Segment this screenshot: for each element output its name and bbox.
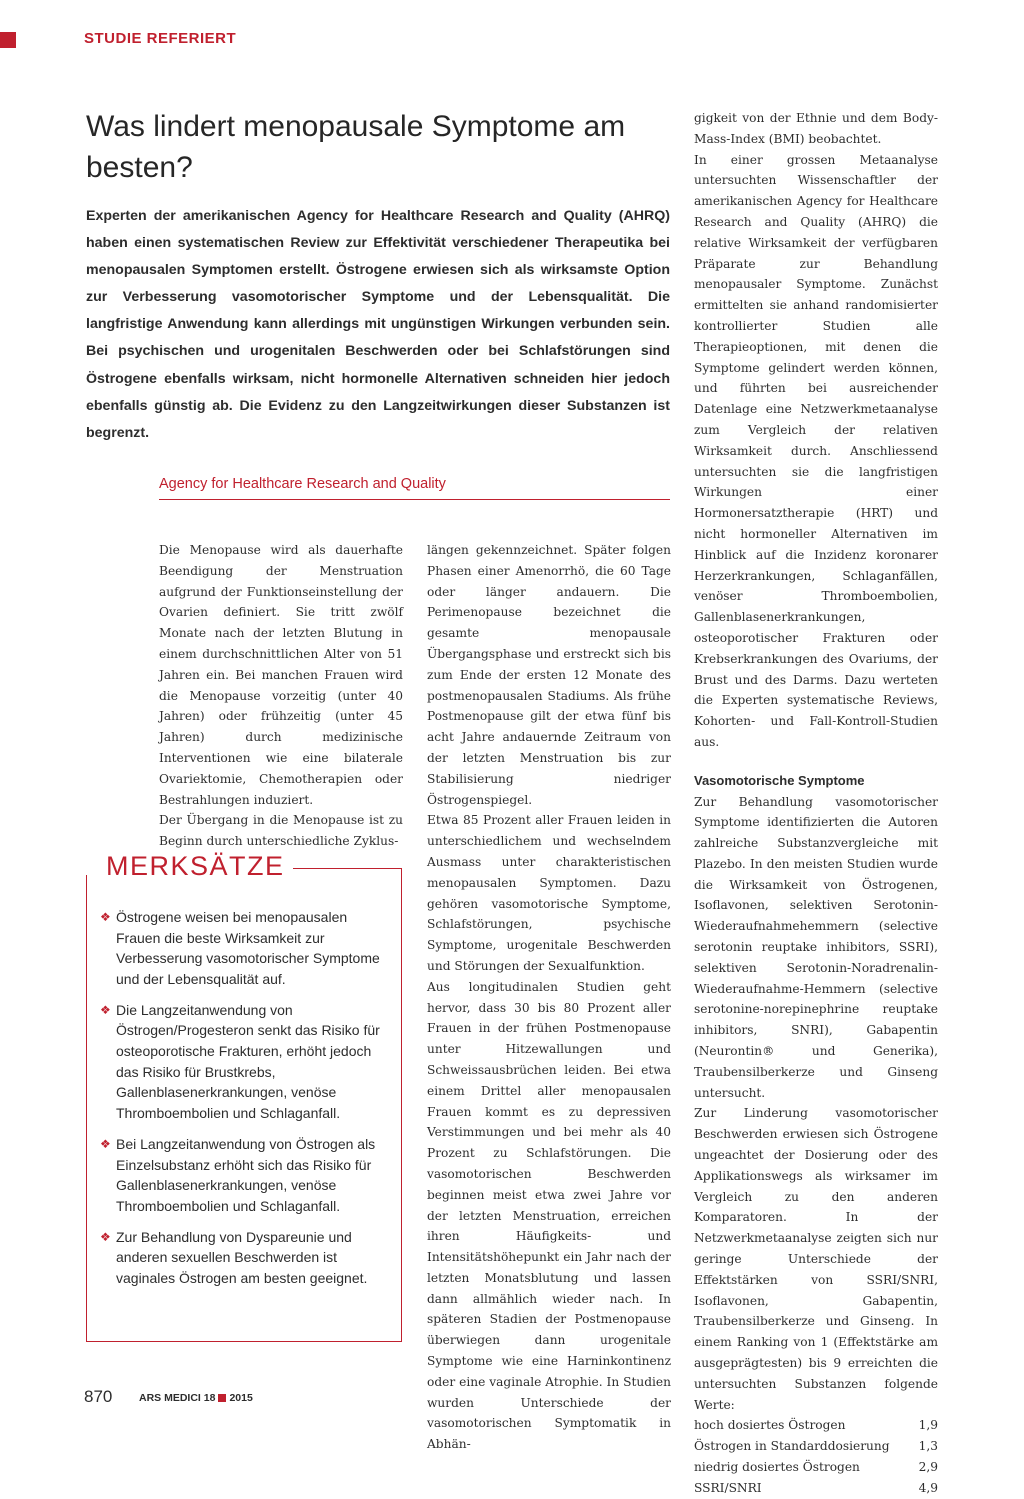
body-column-3: [694, 108, 938, 1499]
ranking-row: hoch dosiertes Östrogen 1,9: [694, 1418, 938, 1433]
ranking-row: niedrig dosiertes Östrogen 2,9: [694, 1460, 938, 1474]
body-column-1: [159, 540, 403, 852]
journal-name: ARS MEDICI 18: [139, 1392, 216, 1404]
article-source: Agency for Healthcare Research and Quality: [159, 476, 670, 500]
article-title: Was lindert menopausale Symptome am besten?: [86, 110, 626, 184]
ranking-list: [694, 1415, 938, 1498]
paragraph: Zur Behandlung vasomotorischer Symptome identifizierten die Autoren zahlreiche Substanzvergleiche mit Plazebo. In den meisten Studien wurde die Wirksamkeit von Östrogenen, Isoflavonen, selektiven Serotonin-Wiederaufnahmehemmern (selective serotonin reuptake inhibitors, SSRI), selektiven Serotonin-Noradrenalin-Wiederaufnahme-Hemmern (selective serotonine-norepinephrine reuptake inhibitors, SNRI), Gabapentin (Neurontin® und Generika), Traubensilberkerze und Ginseng untersucht.: [694, 794, 938, 1100]
paragraph: gigkeit von der Ethnie und dem Body-Mass-Index (BMI) beobachtet.: [694, 111, 938, 146]
key-points-title: MERKSÄTZE: [98, 848, 293, 884]
section-marker: [0, 32, 16, 48]
body-column-2: [427, 540, 671, 1455]
key-point-item: ❖ Die Langzeitanwendung von Östrogen/Progesteron senkt das Risiko für osteoporotische Frakturen, erhöht jedoch das Risiko für Brustkrebs, Gallenblasenerkrankungen, venöse Thromboembolien und Schlaganfall.: [100, 1000, 392, 1124]
paragraph: Aus longitudinalen Studien geht hervor, dass 30 bis 80 Prozent aller Frauen in der frühen Postmenopause unter Hitzewallungen und Schweissausbrüchen leiden. Bei etwa einem Drittel aller menopausalen Frauen kommt es zu depressiven Verstimmungen und bei mehr als 40 Prozent zu Schlafstörungen. Die vasomotorischen Beschwerden beginnen meist etwa zwei Jahre vor der letzten Menstruation, erreichen ihren Häufigkeits- und Intensitätshöhepunkt ein Jahr nach der letzten Monatsblutung und lassen dann allmählich wieder nach. In späteren Stadien der Postmenopause überwiegen dann urogenitale Symptome wie eine Harninkontinenz oder eine vaginale Atrophie. In Studien wurden Unterschiede der vasomotorischen Symptomatik in Abhän-: [427, 979, 671, 1452]
page-number: 870: [84, 1387, 113, 1406]
paragraph: Die Menopause wird als dauerhafte Beendigung der Menstruation aufgrund der Funktionseinstellung der Ovarien definiert. Sie tritt zwölf Monate nach der letzten Blutung in einem durchschnittlichen Alter von 51 Jahren ein. Bei manchen Frauen wird die Menopause vorzeitig (unter 40 Jahren) oder frühzeitig (unter 45 Jahren) durch medizinische Interventionen wie eine bilaterale Ovariektomie, Chemotherapien oder Bestrahlungen induziert.: [159, 543, 403, 807]
paragraph: In einer grossen Metaanalyse untersuchten Wissenschaftler der amerikanischen Agency for Healthcare Research and Quality (AHRQ) die relative Wirksamkeit der verfügbaren Präparate zur Behandlung menopausaler Symptome. Zunächst ermittelten sie anhand randomisierter kontrollierter Studien alle Therapieoptionen, mit denen die Symptome gelindert werden können, und führten bei ausreichender Datenlage eine Netzwerkmetaanalyse zum Vergleich der relativen Wirksamkeit durch. Anschliessend untersuchten sie die langfristigen Wirkungen einer Hormonersatztherapie (HRT) und nicht hormoneller Alternativen im Hinblick auf die Inzidenz koronarer Herzerkrankungen, Schlaganfällen, venöser Thromboembolien, Gallenblasenerkrankungen, osteoporotischer Frakturen oder Krebserkrankungen des Ovariums, der Brust und des Darms. Dazu werteten die Experten systematische Reviews, Kohorten- und Fall-Kontroll-Studien aus.: [694, 152, 938, 749]
paragraph: Zur Linderung vasomotorischer Beschwerden erwiesen sich Östrogene ungeachtet der Dosierung oder des Applikationswegs als wirksamer im Vergleich zu den anderen Komparatoren. In der Netzwerkmetaanalyse zeigten sich nur geringe Unterschiede der Effektstärken von SSRI/SNRI, Isoflavonen, Gabapentin, Traubensilberkerze und Ginseng. In einem Ranking von 1 (Effektstärke am ausgeprägtesten) bis 9 erreichten die untersuchten Substanzen folgende Werte:: [694, 1106, 938, 1412]
paragraph: Der Übergang in die Menopause ist zu Beginn durch unterschiedliche Zyklus-: [159, 813, 403, 849]
footer-square-icon: [218, 1394, 226, 1402]
key-point-item: ❖ Östrogene weisen bei menopausalen Frauen die beste Wirksamkeit zur Verbesserung vasomotorischer Symptome und der Lebensqualität auf.: [100, 907, 392, 989]
subheading: Vasomotorische Symptome: [694, 772, 865, 788]
section-label: STUDIE REFERIERT: [84, 30, 237, 47]
journal-year: 2015: [229, 1392, 253, 1404]
ranking-row: Östrogen in Standarddosierung 1,3: [694, 1439, 938, 1454]
diamond-bullet-icon: ❖: [100, 910, 111, 924]
diamond-bullet-icon: ❖: [100, 1229, 111, 1244]
journal-info: [139, 1392, 253, 1404]
key-points-list: [100, 907, 392, 1299]
ranking-row: SSRI/SNRI 4,9: [694, 1480, 938, 1495]
paragraph: Etwa 85 Prozent aller Frauen leiden in unterschiedlichem und wechselndem Ausmass unter charakteristischen menopausalen Symptomen. Dazu gehören vasomotorische Symptome, Schlafstörungen, psychische Symptome, urogenitale Beschwerden und Störungen der Sexualfunktion.: [427, 813, 671, 973]
key-point-item: ❖ Zur Behandlung von Dyspareunie und anderen sexuellen Beschwerden ist vaginales Östrogen am besten geeignet.: [100, 1227, 392, 1289]
key-point-item: ❖ Bei Langzeitanwendung von Östrogen als Einzelsubstanz erhöht sich das Risiko für Gallenblasenerkrankungen, venöse Thromboembolien und Schlaganfall.: [100, 1134, 392, 1216]
paragraph: längen gekennzeichnet. Später folgen Phasen einer Amenorrhö, die 60 Tage oder länger andauern. Die Perimenopause bezeichnet die gesamte menopausale Übergangsphase und erstreckt sich bis zum Ende der ersten 12 Monate des postmenopausalen Stadiums. Als frühe Postmenopause gilt der etwa fünf bis acht Jahre andauernde Zeitraum von der letzten Menstruation bis zur Stabilisierung niedriger Östrogenspiegel.: [427, 543, 671, 807]
article-lead: Experten der amerikanischen Agency for Healthcare Research and Quality (AHRQ) haben einen systematischen Review zur Effektivität verschiedener Therapeutika bei menopausalen Symptomen erstellt. Östrogene erwiesen sich als wirksamste Option zur Verbesserung vasomotorischer Symptome und der Lebensqualität. Die langfristige Anwendung kann allerdings mit ungünstigen Wirkungen verbunden sein. Bei psychischen und urogenitalen Beschwerden oder bei Schlafstörungen sind Östrogene ebenfalls wirksam, nicht hormonelle Alternativen schneiden hier jedoch ebenfalls günstig ab. Die Evidenz zu den Langzeitwirkungen dieser Substanzen ist begrenzt.: [86, 208, 670, 441]
diamond-bullet-icon: ❖: [100, 1002, 111, 1017]
diamond-bullet-icon: ❖: [100, 1136, 111, 1151]
